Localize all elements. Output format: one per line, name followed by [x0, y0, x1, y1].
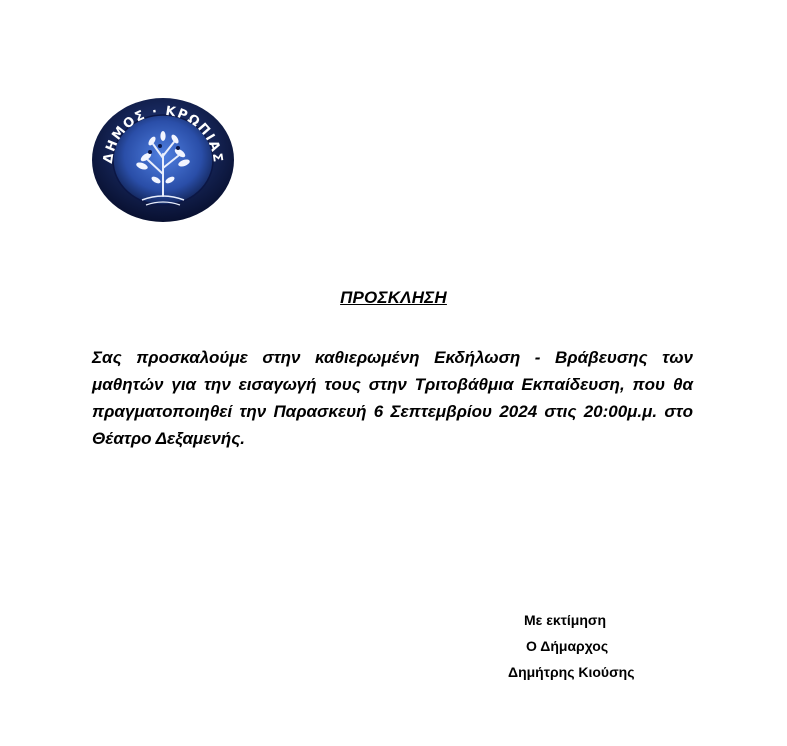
- municipality-logo: [90, 96, 236, 224]
- signature-name: Δημήτρης Κιούσης: [508, 664, 635, 680]
- page-title: ΠΡΟΣΚΛΗΣΗ: [340, 288, 447, 307]
- signature-closing: Με εκτίμηση: [524, 612, 607, 628]
- signature-role: Ο Δήμαρχος: [526, 638, 609, 654]
- olive-branch-emblem-icon: [90, 96, 236, 224]
- signature-block: [490, 607, 670, 685]
- invitation-body: Σας προσκαλούμε στην καθιερωμένη Εκδήλωση - Βράβευσης των μαθητών για την εισαγωγή τους στην Τριτοβάθμια Εκπαίδευση, που θα πραγματοποιηθεί την Παρασκευή 6 Σεπτεμβρίου 2024 στις 20:00μ.μ. στο Θέατρο Δεξαμενής.: [92, 348, 693, 448]
- svg-text:ΔΗΜΟΣ · ΚΡΩΠΙΑΣ: ΔΗΜΟΣ · ΚΡΩΠΙΑΣ: [100, 103, 226, 165]
